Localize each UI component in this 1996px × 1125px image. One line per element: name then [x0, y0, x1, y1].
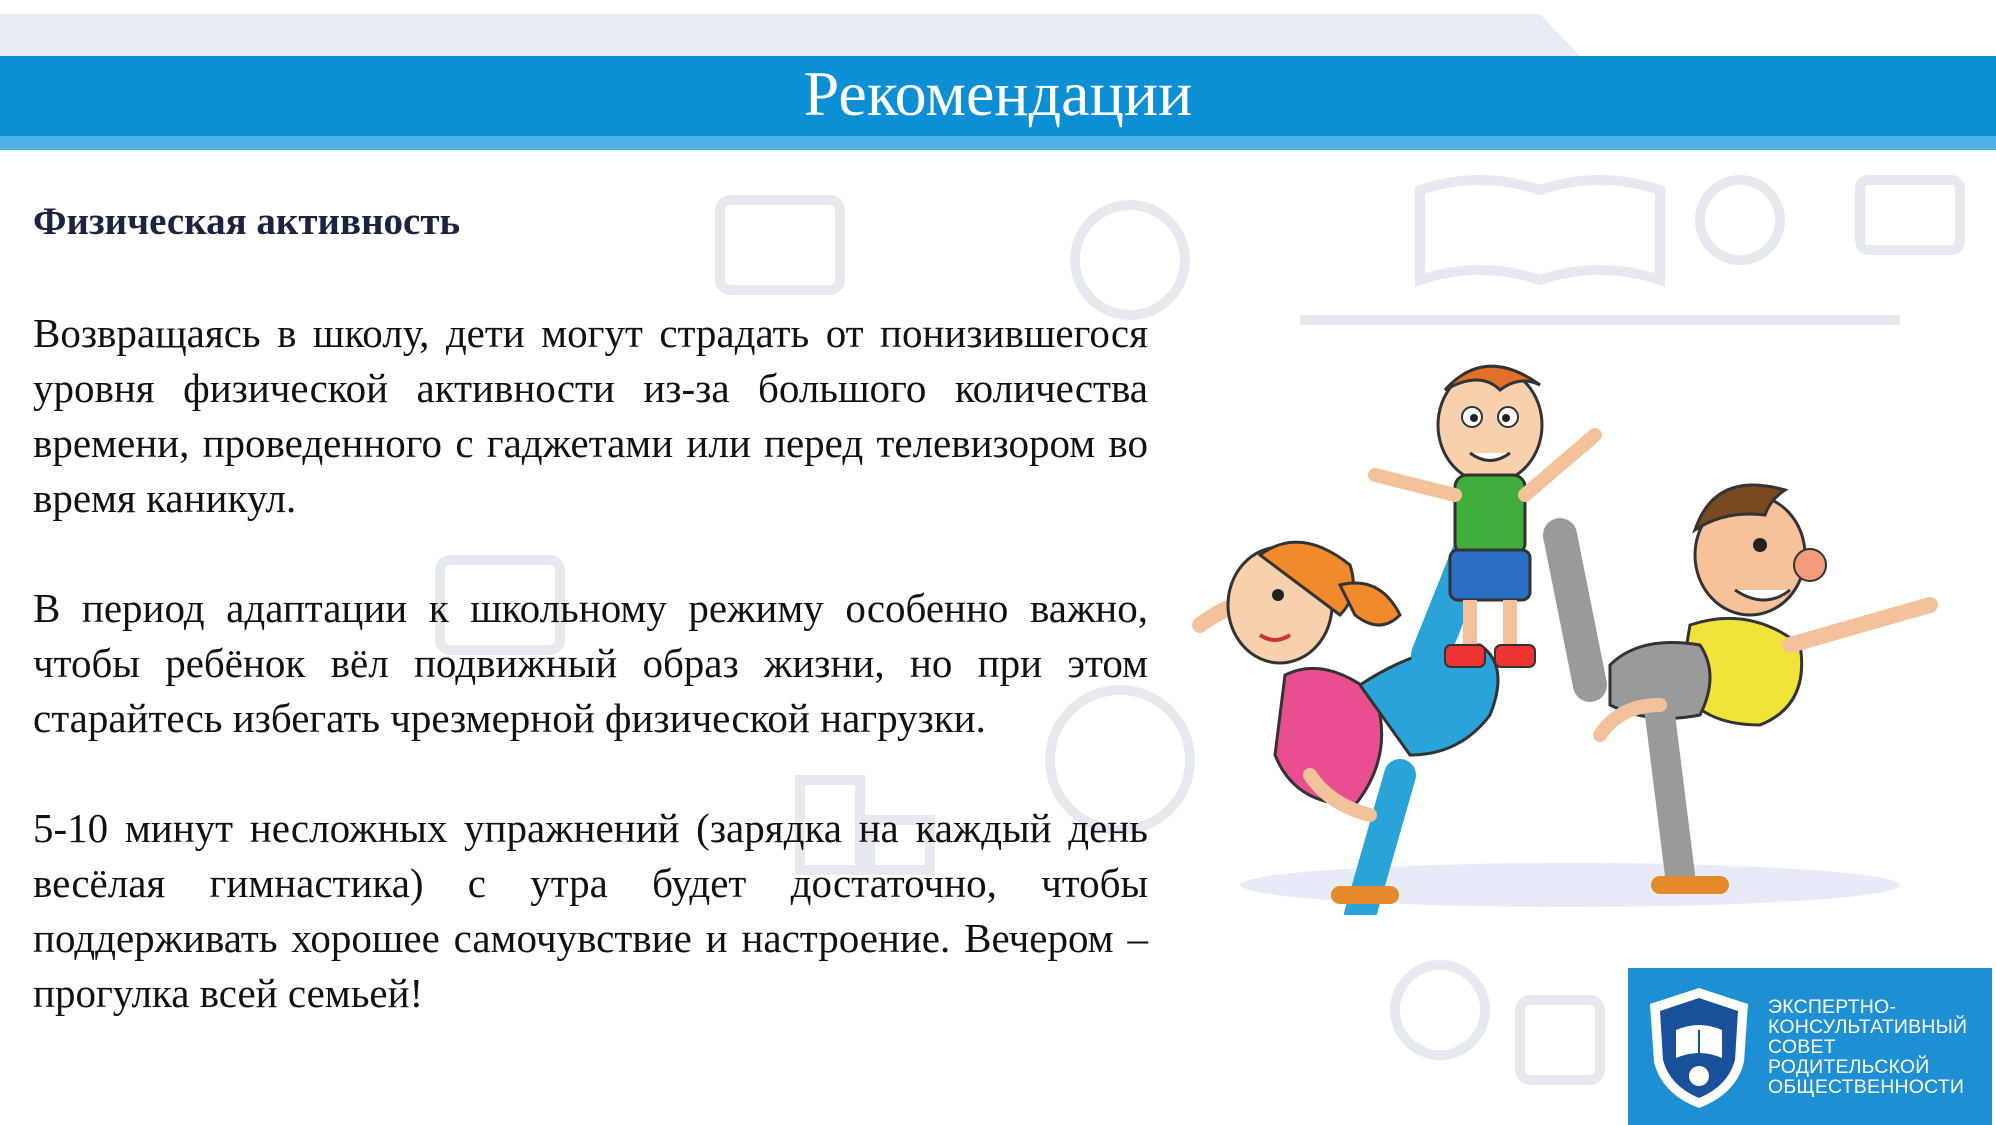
page-title: Рекомендации	[803, 58, 1193, 129]
paragraph-1: Возвращаясь в школу, дети могут страдать от понизившегося уровня физической активности из-за большого количества времени, проведенного с гаджетами или перед телевизором во время каникул.	[33, 310, 1148, 521]
paragraph-2: В период адаптации к школьному режиму особенно важно, чтобы ребёнок вёл подвижный образ жизни, но при этом старайтесь избегать чрезмерной физической нагрузки.	[33, 585, 1148, 741]
logo-line-1: ЭКСПЕРТНО-	[1768, 995, 1897, 1018]
logo-text	[1768, 997, 1967, 1097]
paragraph-3: 5-10 минут несложных упражнений (зарядка на каждый день весёлая гимнастика) с утра будет достаточно, чтобы поддерживать хорошее самочувствие и настроение. Вечером – прогулка всей семьей!	[33, 805, 1148, 1016]
logo-line-3: СОВЕТ	[1768, 1035, 1836, 1058]
section-heading: Физическая активность	[33, 200, 461, 243]
shield-emblem-icon	[1640, 982, 1758, 1112]
logo-line-2: КОНСУЛЬТАТИВНЫЙ	[1768, 1015, 1968, 1038]
man-figure	[1560, 485, 1930, 885]
logo-line-5: ОБЩЕСТВЕННОСТИ	[1768, 1075, 1965, 1098]
header-accent-stripe	[0, 136, 1996, 150]
main-content	[33, 192, 1148, 1076]
top-decorative-strip	[0, 14, 1580, 56]
council-logo	[1628, 968, 1992, 1125]
family-exercise-illustration	[1190, 355, 1950, 915]
logo-line-4: РОДИТЕЛЬСКОЙ	[1768, 1055, 1930, 1078]
